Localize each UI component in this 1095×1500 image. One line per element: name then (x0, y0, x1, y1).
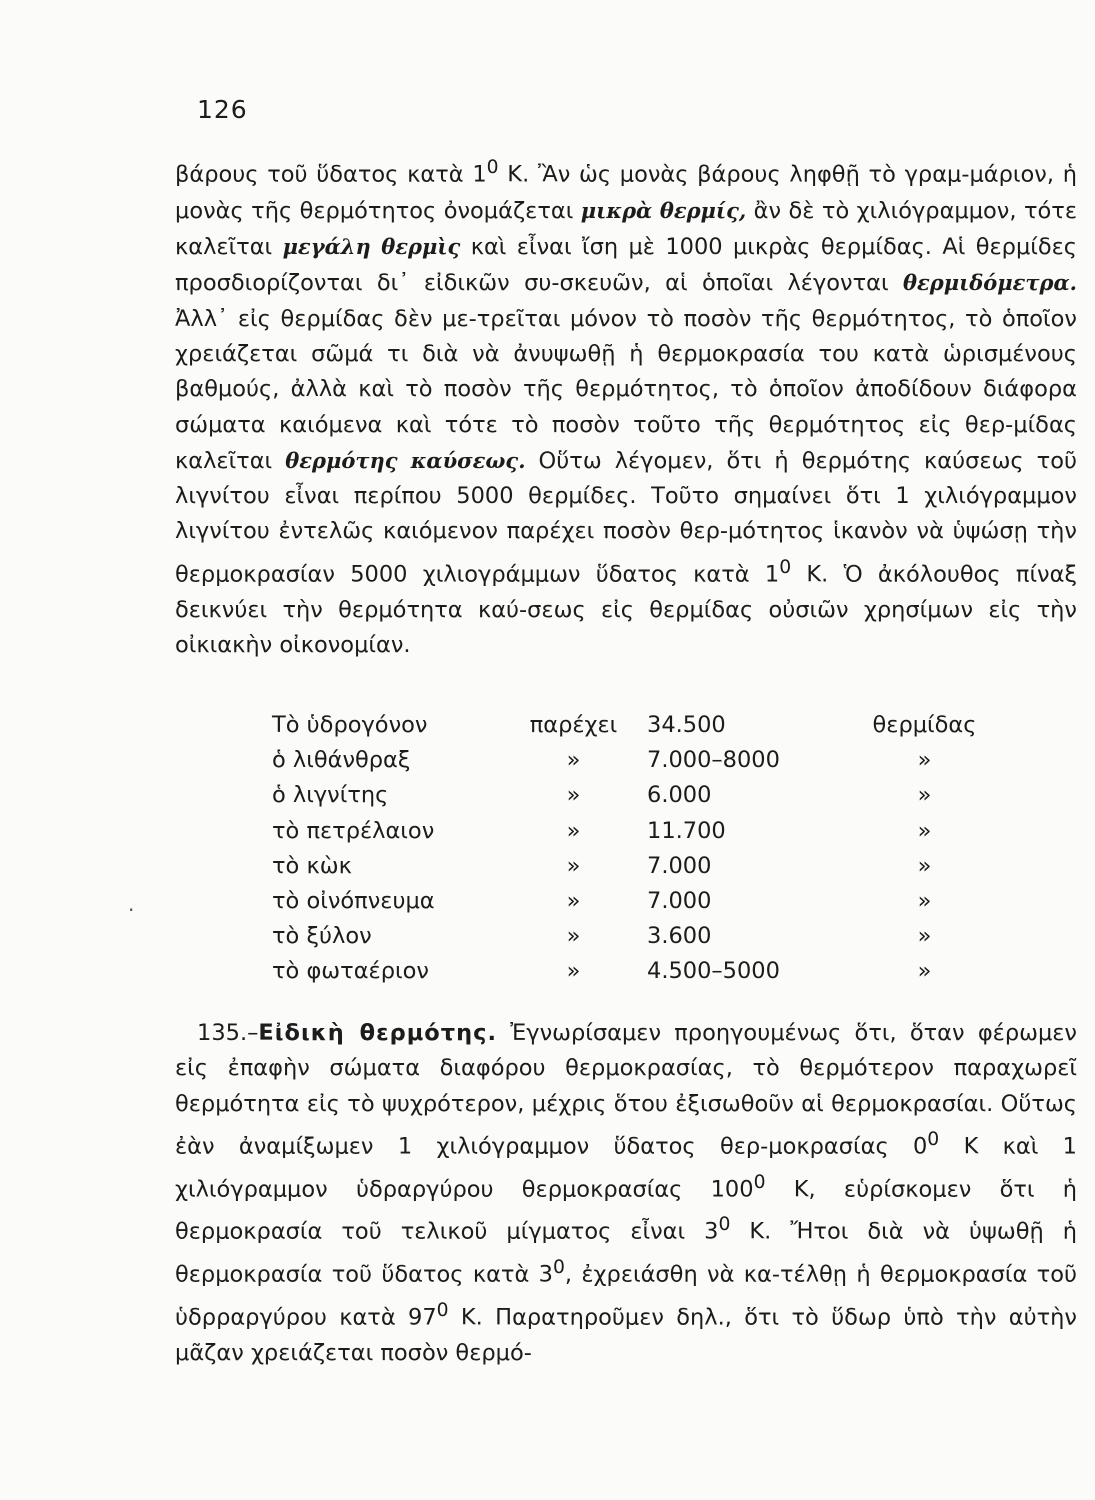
unit-cell: » (917, 817, 932, 844)
substance-cell: τὸ φωταέριον (272, 958, 429, 985)
stray-mark: · (128, 898, 135, 922)
value-cell: 7.000 (647, 888, 712, 915)
superscript-degree: 0 (753, 1171, 766, 1193)
text-run: Κ. Ἂν ὡς μονὰς βάρους ληφθῇ τὸ γραμ-μάριον, ἡ μονὰς τῆς θερμότητος ὀνομάζεται (175, 161, 1077, 224)
value-cell: 7.000 (647, 852, 712, 879)
term-calorimeters: θερμιδόμετρα. (903, 270, 1077, 296)
unit-cell: » (917, 888, 932, 915)
table-row (272, 849, 987, 884)
text-run: βάρους τοῦ ὕδατος κατὰ 1 (175, 161, 487, 188)
table-row (272, 814, 987, 849)
value-cell: 11.700 (647, 817, 726, 844)
text-run: ἂν δὲ τὸ χιλιόγραμμον, τότε καλεῖται (175, 197, 1077, 261)
unit-cell: » (917, 958, 932, 985)
unit-cell: » (917, 782, 932, 809)
unit-cell: » (917, 852, 932, 879)
value-cell: 7.000–8000 (647, 747, 780, 774)
table-row (272, 919, 987, 954)
text-run: Κ, εὑρίσκομεν ὅτι ἡ θερμοκρασία τοῦ τελικοῦ μίγματος εἶναι 3 (175, 1176, 1078, 1245)
substance-cell: τὸ οἰνόπνευμα (272, 888, 435, 915)
superscript-degree: 0 (718, 1214, 731, 1236)
page-number: 126 (197, 95, 248, 124)
heat-of-combustion-table (272, 708, 987, 990)
verb-cell: » (566, 923, 581, 950)
verb-cell: » (566, 817, 581, 844)
value-cell: 34.500 (647, 712, 726, 738)
superscript-degree: 0 (927, 1128, 940, 1150)
unit-cell: » (917, 923, 932, 950)
unit-cell: » (917, 747, 932, 774)
value-cell: 4.500–5000 (647, 958, 780, 985)
text-run: Κ καὶ 1 χιλιόγραμμον ὑδραργύρου θερμοκρασίας 100 (175, 1133, 1077, 1203)
value-cell: 6.000 (647, 782, 712, 809)
verb-cell: παρέχει (529, 712, 618, 738)
substance-cell: ὁ λιθάνθραξ (272, 747, 411, 774)
superscript-degree: 0 (436, 1300, 449, 1322)
text-run: Οὕτω λέγομεν, ὅτι ἡ θερμότης καύσεως τοῦ λιγνίτου εἶναι περίπου 5000 θερμίδες. Τοῦτο σημαίνει ὅτι 1 χιλιόγραμμον λιγνίτου ἐντελῶς καιόμενον παρέχει ποσὸν θερ-μότητος ἱκανὸν νὰ ὑψώσῃ τὴν θερμοκρασίαν 5000 χιλιογράμμων ὕδατος κατὰ 1 (175, 447, 1077, 588)
superscript-degree: 0 (779, 556, 792, 578)
unit-cell: θερμίδας (872, 712, 977, 738)
table-row (272, 708, 987, 743)
table-row (272, 778, 987, 813)
table-row (272, 954, 987, 989)
substance-cell: τὸ κὼκ (272, 852, 352, 879)
substance-cell: ὁ λιγνίτης (272, 782, 389, 809)
text-run: Κ. Ὁ ἀκόλουθος πίναξ δεικνύει τὴν θερμότητα καύ-σεως εἰς θερμίδας οὐσιῶν χρησίμων εἰς τὴν οἰκιακὴν οἰκονομίαν. (175, 561, 1078, 658)
text-run: , ἐχρειάσθη νὰ κα-τέλθῃ ἡ θερμοκρασία τοῦ ὑδρραργύρου κατὰ 97 (175, 1261, 1077, 1331)
text-run: Κ. Ἤτοι διὰ νὰ ὑψωθῇ ἡ θερμοκρασία τοῦ ὕδατος κατὰ 3 (175, 1218, 1077, 1288)
table-row (272, 743, 987, 778)
table-row (272, 884, 987, 919)
paragraph-heat-units (175, 150, 1077, 663)
substance-cell: τὸ ξύλον (272, 923, 372, 950)
substance-cell: Τὸ ὑδρογόνον (272, 712, 428, 738)
superscript-degree: 0 (552, 1257, 565, 1279)
text-run: Ἐγνωρίσαμεν προηγουμένως ὅτι, ὅταν φέρωμεν εἰς ἐπαφὴν σώματα διαφόρου θερμοκρασίας, τὸ θερμότερον παραχωρεῖ θερμότητα εἰς τὸ ψυχρότερον, μέχρις ὅτου ἐξισωθοῦν αἱ θερμοκρασίαι. Οὕτως ἐὰν ἀναμίξωμεν 1 χιλιόγραμμον ὕδατος θερ-μοκρασίας 0 (175, 1020, 1077, 1160)
text-run: Ἀλλ᾽ εἰς θερμίδας δὲν με-τρεῖται μόνον τὸ ποσὸν τῆς θερμότητος, τὸ ὁποῖον χρειάζεται σῶμά τι διὰ νὰ ἀνυψωθῇ ἡ θερμοκρασία του κατὰ ὡρισμένους βαθμούς, ἀλλὰ καὶ τὸ ποσὸν τῆς θερμότητος, τὸ ὁποῖον ἀποδίδουν διάφορα σώματα καιόμενα καὶ τότε τὸ ποσὸν τοῦτο τῆς θερμότητος εἰς θερ-μίδας καλεῖται (175, 305, 1077, 474)
term-heat-of-combustion: θερμότης καύσεως. (285, 447, 526, 473)
section-number: 135.– (197, 1020, 259, 1046)
text-run: καὶ εἶναι ἴση μὲ 1000 μικρὰς θερμίδας. Αἱ θερμίδες προσδιορίζονται δι᾽ εἰδικῶν συ-σκευῶν, αἱ ὁποῖαι λέγονται (175, 234, 1078, 297)
text-run: Κ. Παρατηροῦμεν δηλ., ὅτι τὸ ὕδωρ ὑπὸ τὴν αὐτὴν μᾶζαν χρειάζεται ποσὸν θερμό- (175, 1304, 1077, 1366)
term-small-calorie: μικρὰ θερμίς, (580, 197, 747, 223)
verb-cell: » (566, 852, 581, 879)
paragraph-specific-heat (175, 1016, 1077, 1371)
term-large-calorie: μεγάλη θερμὶς (282, 234, 461, 260)
verb-cell: » (566, 888, 581, 915)
substance-cell: τὸ πετρέλαιον (272, 817, 435, 844)
superscript-degree: 0 (486, 157, 499, 178)
verb-cell: » (566, 958, 581, 985)
verb-cell: » (566, 747, 581, 774)
value-cell: 3.600 (647, 923, 712, 950)
verb-cell: » (566, 782, 581, 809)
section-title: Εἰδικὴ θερμότης. (258, 1020, 498, 1046)
